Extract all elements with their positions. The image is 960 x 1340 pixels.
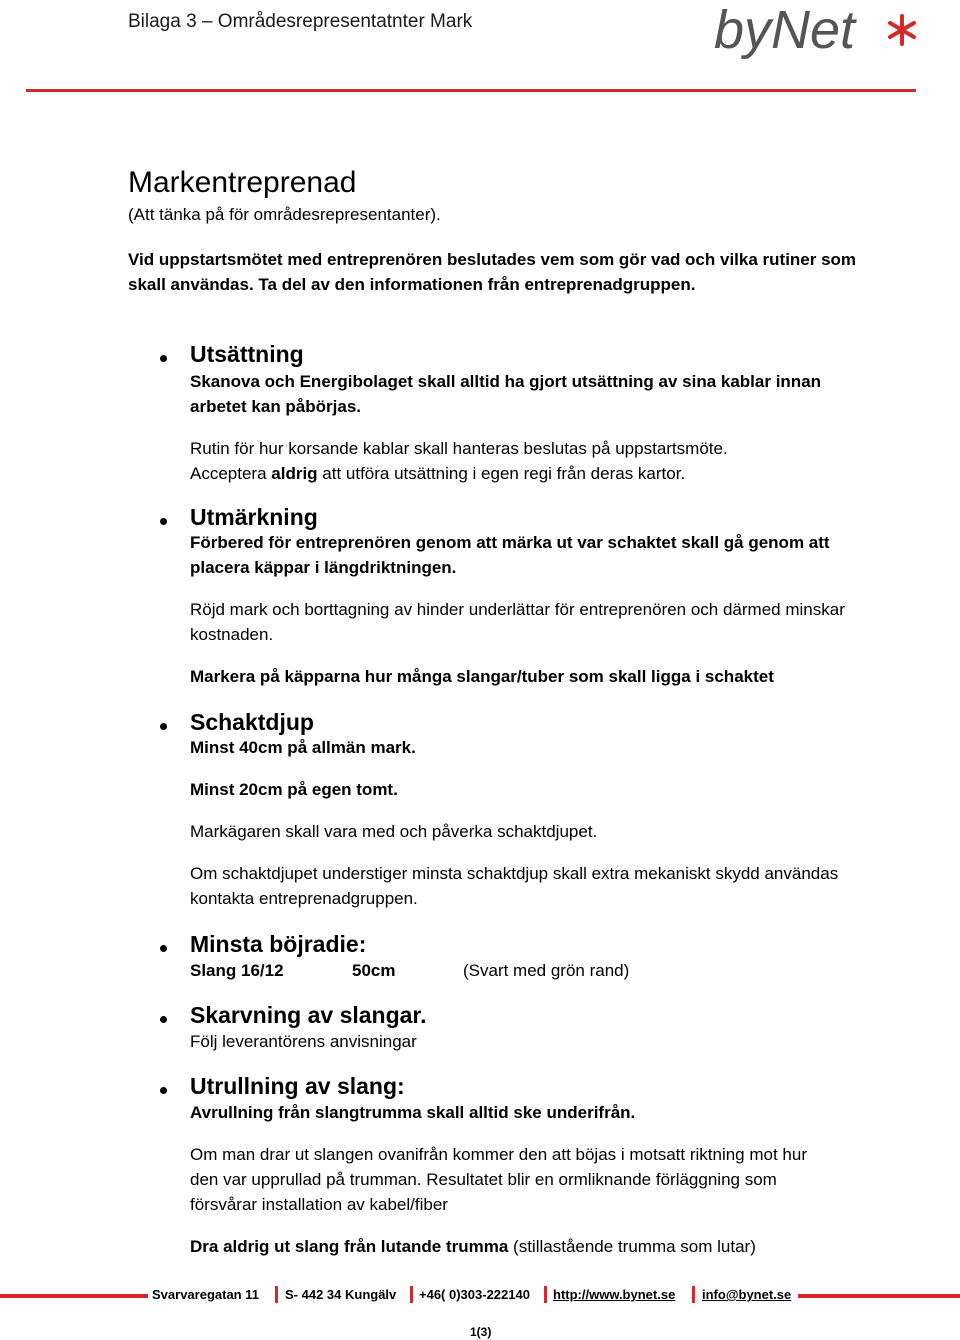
section-title: Minsta böjradie: bbox=[190, 931, 367, 957]
asterisk-icon bbox=[890, 16, 914, 44]
header-divider bbox=[26, 89, 916, 92]
section-title: Skarvning av slangar. bbox=[190, 1002, 427, 1028]
footer-email-link[interactable]: info@bynet.se bbox=[702, 1287, 792, 1302]
bynet-logo bbox=[714, 0, 919, 68]
bullet-icon bbox=[160, 1016, 167, 1023]
section-text: Minst 40cm på allmän mark. bbox=[190, 738, 416, 757]
footer-web-link[interactable]: http://www.bynet.se bbox=[553, 1287, 676, 1302]
text-line: Acceptera aldrig att utföra utsättning i egen regi från deras kartor. bbox=[190, 464, 686, 483]
footer bbox=[0, 1284, 960, 1306]
footer-rule bbox=[0, 1294, 148, 1298]
page-number: 1(3) bbox=[470, 1325, 492, 1339]
section-text: Avrullning från slangtrumma skall alltid ske underifrån. bbox=[190, 1103, 636, 1122]
bullet-icon bbox=[160, 355, 167, 362]
section-title: Schaktdjup bbox=[190, 709, 314, 735]
footer-rule bbox=[798, 1294, 960, 1298]
document-subtitle: (Att tänka på för områdesrepresentanter). bbox=[128, 205, 441, 224]
section-text: Om schaktdjupet understiger minsta schaktdjup skall extra mekaniskt skydd användas kontakta entreprenadgruppen. bbox=[190, 864, 839, 908]
footer-separator bbox=[275, 1286, 278, 1303]
header-title: Bilaga 3 – Områdesrepresentatnter Mark bbox=[128, 11, 473, 32]
footer-separator bbox=[544, 1286, 547, 1303]
bend-radius-value: 50cm bbox=[352, 961, 396, 980]
section-text: Förbered för entreprenören genom att märka ut var schaktet skall gå genom att placera käppar i längdriktningen. bbox=[190, 533, 830, 577]
section-title: Utmärkning bbox=[190, 504, 318, 530]
section-text: Följ leverantörens anvisningar bbox=[190, 1032, 417, 1051]
footer-separator bbox=[410, 1286, 413, 1303]
hose-type: Slang 16/12 bbox=[190, 961, 284, 980]
section-text: Röjd mark och borttagning av hinder underlättar för entreprenören och därmed minskar kostnaden. bbox=[190, 600, 845, 644]
section-text: Skanova och Energibolaget skall alltid ha gjort utsättning av sina kablar innan arbetet kan påbörjas. bbox=[190, 372, 822, 416]
intro-paragraph: Vid uppstartsmötet med entreprenören beslutades vem som gör vad och vilka rutiner som skall användas. Ta del av den informationen från entreprenadgruppen. bbox=[128, 250, 857, 294]
text-line: Rutin för hur korsande kablar skall hanteras beslutas på uppstartsmöte. bbox=[190, 439, 728, 458]
section-text bbox=[190, 436, 870, 486]
footer-address: Svarvaregatan 11 bbox=[152, 1287, 259, 1302]
document-title: Markentreprenad bbox=[128, 166, 357, 199]
section-text: Markera på käpparna hur många slangar/tuber som skall ligga i schaktet bbox=[190, 667, 774, 686]
bend-radius-row bbox=[190, 958, 870, 983]
section-title: Utrullning av slang: bbox=[190, 1073, 405, 1099]
bullet-icon bbox=[160, 945, 167, 952]
bullet-icon bbox=[160, 723, 167, 730]
section-text: Minst 20cm på egen tomt. bbox=[190, 780, 398, 799]
footer-phone: +46( 0)303-222140 bbox=[419, 1287, 530, 1302]
section-title: Utsättning bbox=[190, 341, 304, 367]
footer-separator bbox=[692, 1286, 695, 1303]
bullet-icon bbox=[160, 518, 167, 525]
section-text: Markägaren skall vara med och påverka schaktdjupet. bbox=[190, 822, 598, 841]
section-text: Om man drar ut slangen ovanifrån kommer den att böjas i motsatt riktning mot hur den var upprullad på trumman. Resultatet blir en ormliknande förläggning som försvårar installation av kabel/fiber bbox=[190, 1145, 807, 1214]
footer-postal: S- 442 34 Kungälv bbox=[285, 1287, 397, 1302]
bullet-icon bbox=[160, 1087, 167, 1094]
svg-text:byNet: byNet bbox=[714, 0, 856, 60]
section-text: Dra aldrig ut slang från lutande trumma (stillastående trumma som lutar) bbox=[190, 1237, 756, 1256]
hose-description: (Svart med grön rand) bbox=[463, 961, 630, 980]
